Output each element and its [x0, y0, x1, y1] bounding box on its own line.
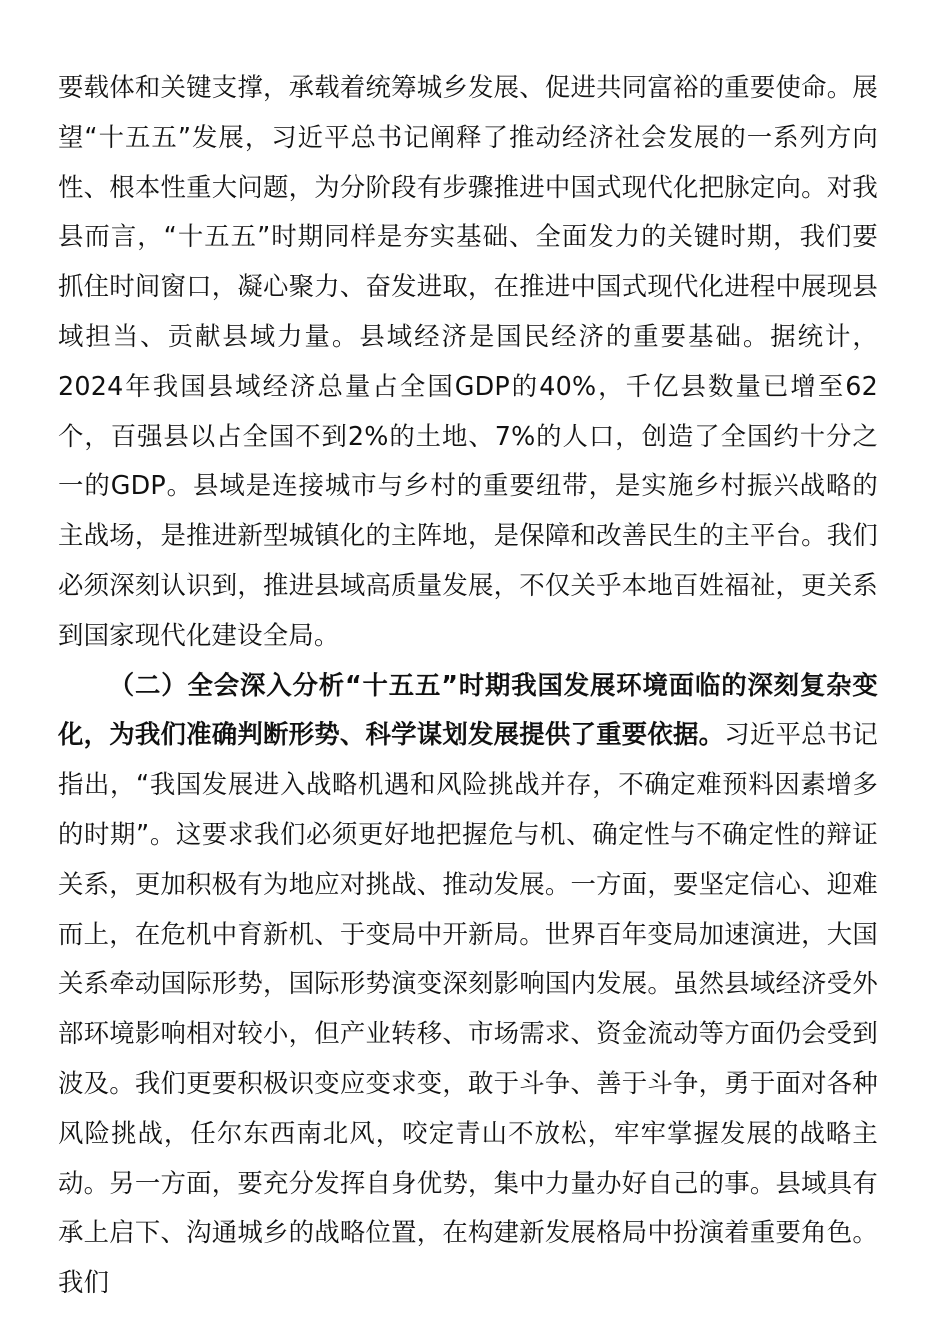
- section-heading-two: （二）全会深入分析“十五五”时期我国发展环境面临的深刻复杂变化，为我们准确判断形势、科学谋划发展提供了重要依据。: [58, 669, 878, 750]
- document-page: [58, 63, 878, 1308]
- paragraph-text: 要载体和关键支撑，承载着统筹城乡发展、促进共同富裕的重要使命。展望“十五五”发展，习近平总书记阐释了推动经济社会发展的一系列方向性、根本性重大问题，为分阶段有步骤推进中国式现代化把脉定向。对我县而言，“十五五”时期同样是夯实基础、全面发力的关键时期，我们要抓住时间窗口，凝心聚力、奋发进取，在推进中国式现代化进程中展现县域担当、贡献县域力量。县域经济是国民经济的重要基础。据统计，2024年我国县域经济总量占全国GDP的40%，千亿县数量已增至62个，百强县以占全国不到2%的土地、7%的人口，创造了全国约十分之一的GDP。县域是连接城市与乡村的重要纽带，是实施乡村振兴战略的主战场，是推进新型城镇化的主阵地，是保障和改善民生的主平台。我们必须深刻认识到，推进县域高质量发展，不仅关乎本地百姓福祉，更关系到国家现代化建设全局。: [58, 72, 878, 650]
- paragraph-county-economy: [58, 63, 878, 661]
- paragraph-development-environment: [58, 661, 878, 1308]
- paragraph-text: 习近平总书记指出，“我国发展进入战略机遇和风险挑战并存，不确定难预料因素增多的时期”。这要求我们必须更好地把握危与机、确定性与不确定性的辩证关系，更加积极有为地应对挑战、推动发展。一方面，要坚定信心、迎难而上，在危机中育新机、于变局中开新局。世界百年变局加速演进，大国关系牵动国际形势，国际形势演变深刻影响国内发展。虽然县域经济受外部环境影响相对较小，但产业转移、市场需求、资金流动等方面仍会受到波及。我们更要积极识变应变求变，敢于斗争、善于斗争，勇于面对各种风险挑战，任尔东西南北风，咬定青山不放松，牢牢掌握发展的战略主动。另一方面，要充分发挥自身优势，集中力量办好自己的事。县域具有承上启下、沟通城乡的战略位置，在构建新发展格局中扮演着重要角色。我们: [58, 719, 879, 1298]
